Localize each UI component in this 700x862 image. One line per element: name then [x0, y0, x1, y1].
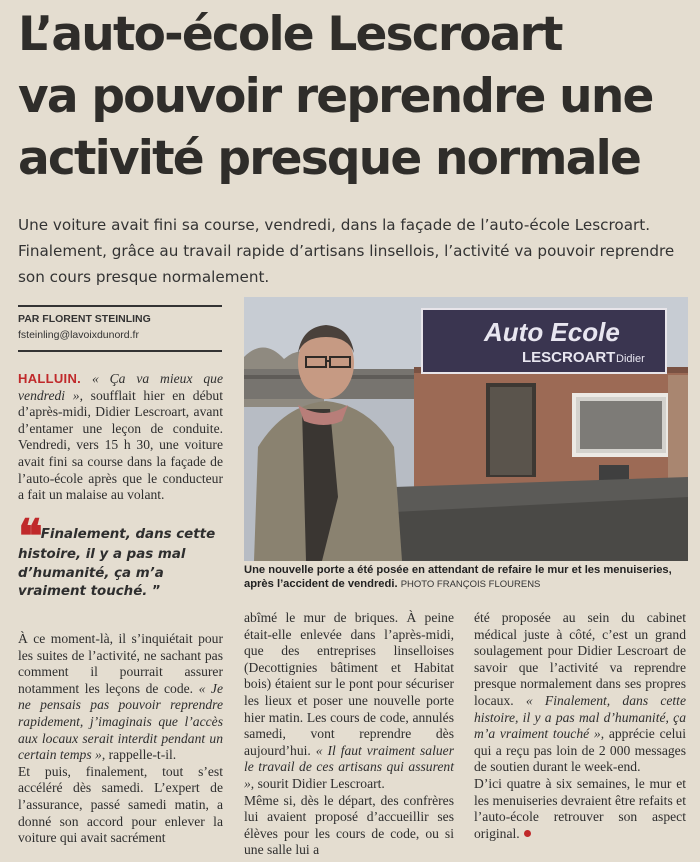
article-paragraph-1	[18, 371, 223, 504]
byline-rule-top	[18, 305, 222, 307]
byline-rule-bottom	[18, 350, 222, 352]
paragraph-text: À ce moment-là, il s’inquiétait pour les suites de l’activité, ne sachant pas comment il pourrait assurer notamment les leçons de code.	[18, 631, 223, 696]
pull-quote-text: Finalement, dans cette histoire, il y a pas mal d’humanité, ça m’a vraiment touché.	[18, 527, 216, 599]
sign-line-3: Didier	[616, 353, 645, 365]
quote-inline: « Ça va mieux que vendredi »	[18, 371, 223, 403]
headline-line-1: L’auto-école Lescroart	[18, 7, 562, 62]
quote-mark-icon: ❝	[18, 509, 37, 563]
article-paragraph-3: Et puis, finalement, tout s’est accéléré dès samedi. L’expert de l’assurance, passé samedi matin, a donné son accord pour enlever la voiture qui avait sacrément	[18, 763, 223, 846]
paragraph-text: abîmé le mur de briques. À peine était-elle enlevée dans l’après-midi, que des entreprises linselloises (Decottignies bâtiment et Habitat bois) étaient sur le pont pour sécuriser les lieux et poser une nouvelle porte hier matin. Les cours de code, annulés samedi, vont reprendre dès aujourd’hui.	[244, 610, 454, 758]
photo-caption	[244, 563, 690, 592]
intro-paragraph: Une voiture avait fini sa course, vendredi, dans la façade de l’auto-école Lescroart. Finalement, grâce au travail rapide d’artisans linsellois, l’activité va pouvoir reprendre son cours presque normalement.	[18, 216, 675, 286]
article-paragraph-6	[474, 610, 686, 776]
article-paragraph-5: Même si, dès le départ, des confrères lui avaient proposé d’accueillir ses élèves pour les cours de code, ou si une salle lui a	[244, 792, 454, 858]
article-paragraph-4	[244, 610, 454, 793]
article-photo	[244, 297, 688, 561]
paragraph-text: , soufflait hier en début d’après-midi, Didier Lescroart, avant d’entamer une leçon de conduite. Vendredi, vers 15 h 30, une voiture avait fini sa course dans la façade de l’auto-école après que le conducteur a fait un malaise au volant.	[18, 387, 224, 503]
sign-line-1: Auto Ecole	[484, 317, 620, 347]
quote-inline: « Je ne pensais pas pouvoir reprendre rapidement, j’imaginais que l’accès aux locaux serait interdit pendant un certain temps »	[18, 680, 223, 763]
paragraph-text: , apprécie celui qui a reçu pas loin de 2 000 messages de soutien durant le week-end.	[474, 726, 686, 775]
paragraph-text: été proposée au sein du cabinet médical juste à côté, c’est un grand soulagement pour Didier Lescroart de savoir que l’activité va reprendre presque normalement dans ses propres locaux.	[474, 610, 686, 708]
pull-quote	[18, 509, 228, 602]
photo-illustration	[244, 297, 688, 561]
article-paragraph-7	[474, 776, 686, 842]
article-column-1-top	[18, 371, 223, 504]
photo-credit: PHOTO FRANÇOIS FLOURENS	[400, 579, 541, 590]
headline-line-2: va pouvoir reprendre une	[18, 69, 653, 124]
caption-text: Une nouvelle porte a été posée en attendant de refaire le mur et les menuiseries, après l’accident de vendredi.	[244, 564, 672, 590]
quote-inline: « Finalement, dans cette histoire, il y a pas mal d’humanité, ça m’a vraiment touché »	[474, 692, 686, 742]
sign-line-2: LESCROART	[522, 349, 616, 366]
byline-email[interactable]: fsteinling@lavoixdunord.fr	[18, 329, 139, 341]
headline-line-3: activité presque normale	[18, 131, 641, 186]
quote-inline: « Il faut vraiment saluer le travail de ces artisans qui assurent »	[244, 742, 454, 791]
dateline: HALLUIN.	[18, 371, 82, 386]
paragraph-text: , sourit Didier Lescroart.	[250, 775, 385, 791]
paragraph-text: , rappelle-t-il.	[101, 747, 177, 763]
end-mark-icon	[524, 830, 531, 837]
article-paragraph-2	[18, 631, 223, 764]
article-column-2	[244, 610, 454, 859]
article-column-1-bottom	[18, 631, 223, 847]
paragraph-text: D’ici quatre à six semaines, le mur et les menuiseries devraient être refaits et l’auto-école retrouver son aspect original.	[474, 775, 686, 841]
headline	[18, 4, 688, 190]
pull-quote-end: ”	[152, 584, 161, 599]
byline-author: PAR FLORENT STEINLING	[18, 313, 151, 325]
article-column-3	[474, 610, 686, 842]
